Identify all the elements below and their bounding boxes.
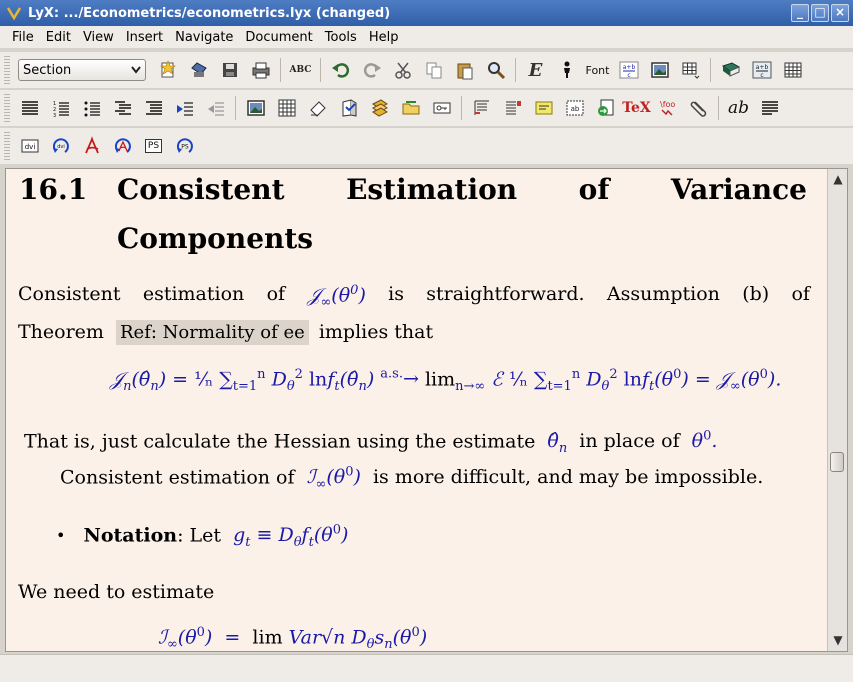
save-icon [220, 60, 240, 80]
svg-text:3: 3 [52, 113, 56, 118]
insert-math-button[interactable] [616, 57, 642, 83]
spellcheck-icon: ABC [289, 65, 312, 75]
svg-text:\foo: \foo [659, 100, 675, 109]
open-document-button[interactable] [186, 57, 212, 83]
toolbar-separator [710, 58, 711, 82]
limit-operator: lim [424, 368, 456, 391]
text-run: is more difficult, and may be impossible. [372, 466, 764, 489]
cross-reference-icon [339, 98, 359, 118]
decrease-depth-button[interactable] [203, 95, 229, 121]
scroll-down-icon[interactable]: ▼ [833, 633, 843, 647]
text-run: Consistent estimation of [60, 466, 295, 489]
svg-text:dvi: dvi [56, 144, 65, 150]
svg-text:c: c [759, 72, 764, 79]
find-replace-button[interactable] [483, 57, 509, 83]
text-word: (b) [742, 283, 770, 305]
text-word: is [388, 283, 404, 305]
math-inset-theta-hat[interactable]: $\thetâ_n$ [547, 430, 568, 457]
redo-button[interactable] [359, 57, 385, 83]
menu-view[interactable]: View [82, 29, 114, 45]
emphasis-button[interactable] [523, 57, 549, 83]
paste-button[interactable] [452, 57, 478, 83]
section-title-word: Estimation [346, 173, 518, 206]
indent-increase-icon [175, 98, 195, 118]
include-file-icon [596, 98, 616, 118]
pdf-icon [82, 136, 102, 156]
toolbar-grip[interactable] [4, 132, 10, 160]
paragraph-icon [760, 98, 780, 118]
toolbar-separator [235, 96, 236, 120]
citation-icon [370, 98, 390, 118]
bullet-list-button[interactable] [79, 95, 105, 121]
numbered-list-button[interactable] [48, 95, 74, 121]
text-run: Theorem [18, 321, 104, 343]
bullet-icon: • [56, 526, 66, 546]
tex-icon: TeX [622, 100, 651, 116]
text-style-button[interactable] [726, 95, 752, 121]
increase-depth-button[interactable] [172, 95, 198, 121]
math-inset-i-infinity[interactable]: $ℐ_\infty(\theta^0)$ [306, 465, 361, 493]
magnifier-icon [486, 60, 506, 80]
footnote-icon [472, 98, 492, 118]
label-icon [308, 98, 328, 118]
update-ps-button[interactable] [172, 133, 198, 159]
math-macro-icon [658, 98, 678, 118]
layout-select-value: Section [23, 62, 72, 78]
svg-text:c: c [626, 72, 631, 79]
math-panel-icon [752, 60, 772, 80]
almost-sure-label: a.s. [380, 367, 403, 382]
menu-help[interactable]: Help [368, 29, 399, 45]
table-dropdown-icon [681, 60, 701, 80]
note-icon [534, 98, 554, 118]
paperclip-icon [689, 98, 709, 118]
text-word: of [266, 283, 286, 305]
svg-text:ab: ab [570, 105, 579, 113]
menu-bar [0, 26, 853, 48]
maximize-button[interactable]: □ [811, 4, 829, 22]
menu-insert[interactable]: Insert [125, 29, 164, 45]
insert-box-button[interactable] [562, 95, 588, 121]
text-word: of [791, 283, 810, 305]
toolbar-separator [280, 58, 281, 82]
undo-icon [331, 60, 351, 80]
spellcheck-button[interactable] [288, 57, 314, 83]
align-default-button[interactable] [17, 95, 43, 121]
paragraph-line [60, 465, 763, 492]
standard-toolbar [0, 52, 853, 88]
view-dvi-button[interactable] [17, 133, 43, 159]
text-style-icon: ab [727, 98, 750, 118]
insert-label-button[interactable] [305, 95, 331, 121]
menu-tools[interactable]: Tools [324, 29, 357, 45]
scroll-up-icon[interactable]: ▲ [833, 172, 843, 186]
description-list-icon [113, 98, 133, 118]
document-canvas[interactable] [6, 169, 828, 652]
text-run: implies that [318, 321, 434, 343]
refresh-ps-icon [175, 136, 195, 156]
svg-text:a+b: a+b [622, 64, 635, 71]
table-icon [277, 98, 297, 118]
update-dvi-button[interactable] [48, 133, 74, 159]
section-title-word: Consistent [117, 173, 285, 206]
section-title-line1 [117, 173, 807, 206]
table-icon [783, 60, 803, 80]
dvi-icon [20, 136, 40, 156]
cut-button[interactable] [390, 57, 416, 83]
math-panel-button[interactable] [749, 57, 775, 83]
insert-tex-code-button[interactable] [624, 95, 650, 121]
paragraph-line: We need to estimate [18, 581, 215, 603]
paste-icon [455, 60, 475, 80]
text-word: Assumption [606, 283, 720, 305]
margin-note-icon [503, 98, 523, 118]
insert-child-document-button[interactable] [593, 95, 619, 121]
image-icon [650, 60, 670, 80]
svg-text:PS: PS [180, 143, 189, 151]
refresh-dvi-icon [51, 136, 71, 156]
person-icon [557, 60, 577, 80]
svg-text:a+b: a+b [755, 64, 768, 71]
insert-note-button[interactable] [531, 95, 557, 121]
paragraph-settings-button[interactable] [757, 95, 783, 121]
save-button[interactable] [217, 57, 243, 83]
view-ps-button[interactable] [141, 133, 167, 159]
numbered-list-icon [51, 98, 71, 118]
font-settings-button[interactable] [585, 57, 611, 83]
image-icon [246, 98, 266, 118]
indent-list-button[interactable] [141, 95, 167, 121]
toolbar-grip[interactable] [4, 56, 10, 84]
menu-document[interactable]: Document [245, 29, 313, 45]
svg-text:2: 2 [52, 107, 56, 113]
indent-list-icon [144, 98, 164, 118]
paragraph-layout-select[interactable] [18, 59, 146, 81]
menu-edit[interactable]: Edit [45, 29, 71, 45]
text-word: Consistent [18, 283, 121, 305]
copy-icon [424, 60, 444, 80]
printer-icon [251, 60, 271, 80]
print-button[interactable] [248, 57, 274, 83]
insert-marginal-note-button[interactable] [500, 95, 526, 121]
text-box-icon [565, 98, 585, 118]
insert-graphics-button[interactable] [647, 57, 673, 83]
insert-footnote-button[interactable] [469, 95, 495, 121]
chevron-down-icon [131, 66, 141, 74]
toc-button[interactable] [718, 57, 744, 83]
section-number: 16.1 [19, 173, 88, 206]
align-justify-icon [20, 98, 40, 118]
minimize-button[interactable]: _ [791, 4, 809, 22]
ps-icon: PS [145, 139, 162, 153]
insert-index-button[interactable] [398, 95, 424, 121]
vertical-scrollbar[interactable] [827, 169, 847, 651]
display-equation[interactable]: $ℐ_\infty(\theta^0) = \lim Var√n$ $D_\theta s_n(\theta^0)$ [158, 625, 428, 652]
menu-navigate[interactable]: Navigate [175, 29, 234, 45]
text-run: : Let [177, 524, 222, 547]
math-inset-theta0[interactable]: $\theta^0$. [691, 429, 718, 453]
insert-citation-button[interactable] [367, 95, 393, 121]
text-run: That is, just calculate the Hessian using the estimate [24, 430, 536, 453]
indent-decrease-icon [206, 98, 226, 118]
insert-hyperlink-button[interactable] [686, 95, 712, 121]
refresh-pdf-icon [113, 136, 133, 156]
svg-text:1: 1 [52, 101, 56, 107]
table-panel-button[interactable] [780, 57, 806, 83]
insert-table-button-2[interactable] [274, 95, 300, 121]
view-pdf-button[interactable] [79, 133, 105, 159]
status-bar [0, 654, 853, 682]
extra-toolbar [0, 90, 853, 126]
svg-text:dvi: dvi [24, 143, 35, 151]
window-title: LyX: .../Econometrics/econometrics.lyx (changed) [28, 5, 391, 21]
open-document-icon [189, 60, 209, 80]
book-icon [721, 60, 741, 80]
font-icon: Font [585, 63, 610, 77]
menu-file[interactable]: File [12, 29, 34, 45]
fraction-icon [619, 60, 639, 80]
paragraph-line [18, 283, 810, 310]
description-list-button[interactable] [110, 95, 136, 121]
math-inset-gt[interactable]: $g_t \equiv D_\theta f_t(\theta^0)$ [233, 523, 349, 551]
paragraph-line [24, 429, 717, 456]
text-word: estimation [142, 283, 245, 305]
redo-icon [362, 60, 382, 80]
document-work-area[interactable] [5, 168, 848, 652]
title-bar [0, 0, 853, 26]
update-pdf-button[interactable] [110, 133, 136, 159]
display-equation[interactable]: $𝒥_n(\thetâ_n)$ = ¹⁄ₙ $\sum_{t=1}^n$ $D_\theta^2$ $\ln f_t(\thetâ_n)$ $^{a.s.}\to \lim_{n\to\infty}$ ℰ ¹⁄ₙ $\sum_{t=1}^n$ $D_\theta^2$ $\ln f_t(\theta^0)$ = $𝒥_\infty(\theta^0)$. [110, 367, 782, 395]
undo-button[interactable] [328, 57, 354, 83]
folder-icon [401, 98, 421, 118]
limit-operator: lim [252, 626, 283, 649]
new-document-button[interactable] [155, 57, 181, 83]
notation-label: Notation [83, 524, 178, 547]
key-icon [432, 98, 452, 118]
insert-nomenclature-button[interactable] [429, 95, 455, 121]
new-document-icon [158, 60, 178, 80]
scroll-thumb[interactable] [830, 452, 844, 472]
section-title-word: of [578, 173, 610, 206]
bullet-list-icon [82, 98, 102, 118]
paragraph-line [18, 321, 433, 343]
text-run: in place of [579, 430, 680, 453]
math-inset-j-infinity[interactable]: $𝒥_\infty(\theta^0)$ [307, 283, 366, 311]
toolbar-separator [515, 58, 516, 82]
toolbar-grip[interactable] [4, 94, 10, 122]
insert-math-macro-button[interactable] [655, 95, 681, 121]
view-toolbar [0, 128, 853, 164]
list-item [56, 523, 348, 550]
emphasis-icon: E [528, 59, 543, 81]
cross-reference-inset[interactable]: Ref: Normality of ee [116, 320, 309, 345]
toolbar-separator [320, 58, 321, 82]
text-word: straightforward. [426, 283, 585, 305]
toolbar-separator [718, 96, 719, 120]
insert-table-button[interactable] [678, 57, 704, 83]
scissors-icon [393, 60, 413, 80]
section-title-word: Variance [670, 173, 807, 206]
toolbar-separator [461, 96, 462, 120]
lyx-app-icon [6, 5, 22, 21]
insert-graphics-button-2[interactable] [243, 95, 269, 121]
insert-cross-ref-button[interactable] [336, 95, 362, 121]
section-title-line2: Components [117, 222, 314, 255]
noun-button[interactable] [554, 57, 580, 83]
copy-button[interactable] [421, 57, 447, 83]
close-button[interactable]: × [831, 4, 849, 22]
